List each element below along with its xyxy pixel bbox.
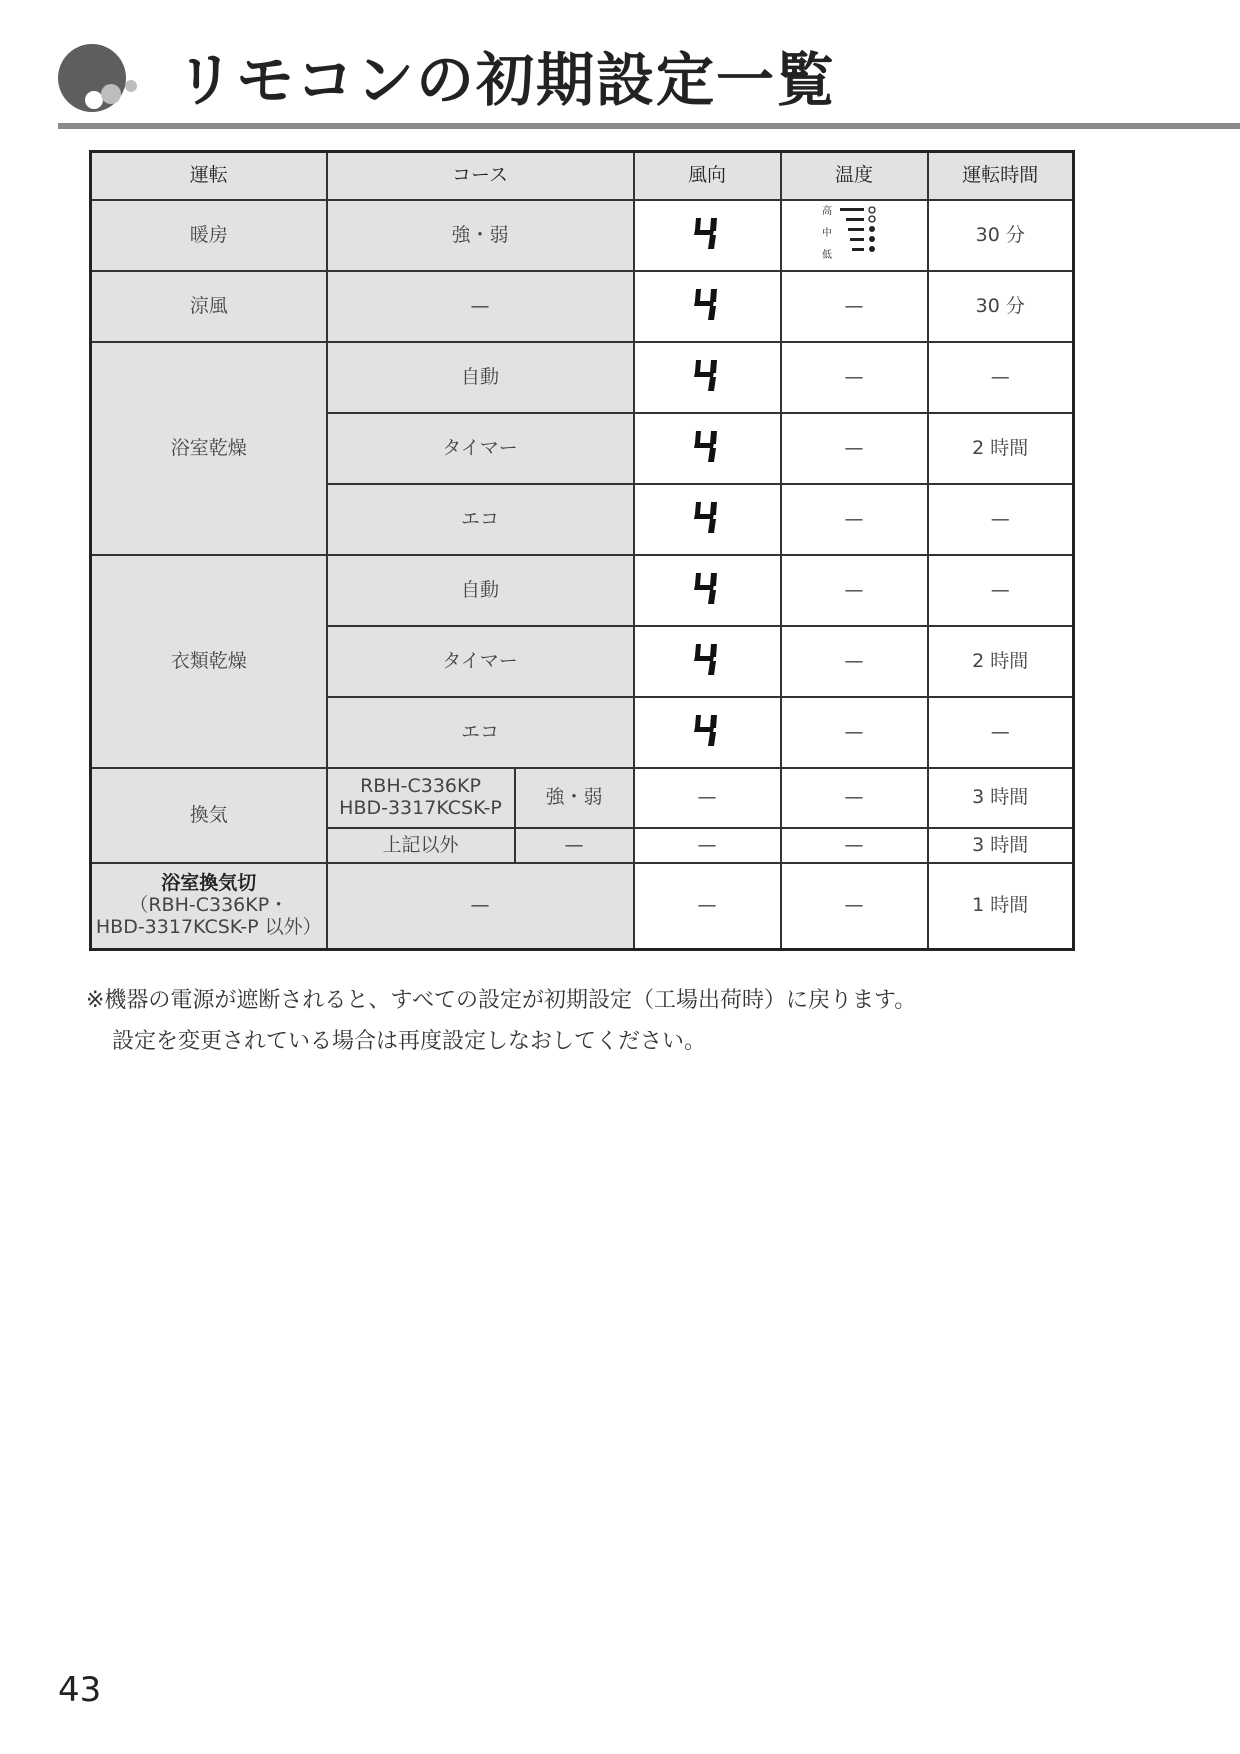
table-header-row	[91, 152, 1074, 201]
temperature-cell: —	[781, 626, 928, 697]
wind-direction-icon	[692, 357, 722, 393]
page-number: 43	[58, 1670, 102, 1710]
temp-high-label: 高	[822, 205, 832, 217]
time-cell: —	[928, 342, 1074, 413]
header-wind-direction: 風向	[634, 152, 781, 201]
title-divider	[58, 123, 1240, 129]
table-row	[91, 271, 1074, 342]
time-cell: 1 時間	[928, 863, 1074, 949]
time-cell: 30 分	[928, 271, 1074, 342]
course-cell: エコ	[327, 697, 634, 768]
header-temperature: 温度	[781, 152, 928, 201]
header-operating-time: 運転時間	[928, 152, 1074, 201]
table-row	[91, 200, 1074, 271]
wind-direction-icon	[634, 271, 781, 342]
page-header	[58, 38, 1240, 130]
course-cell: タイマー	[327, 626, 634, 697]
table-row	[91, 863, 1074, 949]
wind-direction-icon	[634, 555, 781, 626]
header-course: コース	[327, 152, 634, 201]
course-cell: タイマー	[327, 413, 634, 484]
wind-direction-icon	[692, 286, 722, 322]
page-title: リモコンの初期設定一覧	[176, 46, 837, 114]
wind-direction-icon	[692, 570, 722, 606]
time-cell: —	[928, 484, 1074, 555]
wind-direction-icon	[634, 697, 781, 768]
mode-cell	[91, 863, 327, 949]
time-cell: —	[928, 697, 1074, 768]
header-mode: 運転	[91, 152, 327, 201]
time-cell: 2 時間	[928, 413, 1074, 484]
wind-direction-icon	[692, 215, 722, 251]
mode-line-3: HBD-3317KCSK-P 以外）	[95, 915, 322, 938]
table-row	[91, 555, 1074, 626]
time-cell: 30 分	[928, 200, 1074, 271]
course-cell: —	[327, 271, 634, 342]
mode-cell: 涼風	[91, 271, 327, 342]
initial-settings-table	[89, 150, 1075, 951]
header-logo-icon	[58, 42, 158, 122]
wind-direction-icon	[634, 200, 781, 271]
temperature-cell: —	[781, 271, 928, 342]
mode-cell: 暖房	[91, 200, 327, 271]
course-cell: 強・弱	[515, 768, 634, 828]
temperature-cell: —	[781, 555, 928, 626]
wind-direction-cell: —	[634, 863, 781, 949]
course-cell: エコ	[327, 484, 634, 555]
temperature-level-icon	[822, 202, 886, 264]
temperature-cell: —	[781, 768, 928, 828]
course-cell: 自動	[327, 555, 634, 626]
table-row	[91, 342, 1074, 413]
course-cell: 自動	[327, 342, 634, 413]
course-cell: 強・弱	[327, 200, 634, 271]
temperature-cell: —	[781, 863, 928, 949]
note-line-1: ※機器の電源が遮断されると、すべての設定が初期設定（工場出荷時）に戻ります。	[86, 988, 917, 1013]
temperature-cell: —	[781, 484, 928, 555]
table-row	[91, 768, 1074, 828]
temperature-level-icon	[781, 200, 928, 271]
temperature-cell: —	[781, 342, 928, 413]
mode-line-1: 浴室換気切	[161, 871, 257, 894]
temperature-cell: —	[781, 828, 928, 863]
note-line-2: 設定を変更されている場合は再度設定しなおしてください。	[112, 1029, 707, 1054]
wind-direction-cell: —	[634, 828, 781, 863]
mode-cell: 衣類乾燥	[91, 555, 327, 768]
model-cell: 上記以外	[327, 828, 515, 863]
wind-direction-icon	[692, 641, 722, 677]
wind-direction-icon	[634, 342, 781, 413]
course-cell: —	[515, 828, 634, 863]
wind-direction-icon	[692, 428, 722, 464]
wind-direction-icon	[634, 413, 781, 484]
time-cell: 3 時間	[928, 828, 1074, 863]
model-line-2: HBD-3317KCSK-P	[339, 797, 502, 819]
wind-direction-icon	[634, 484, 781, 555]
temp-low-label: 低	[822, 249, 832, 261]
wind-direction-icon	[692, 712, 722, 748]
mode-cell: 浴室乾燥	[91, 342, 327, 555]
time-cell: 3 時間	[928, 768, 1074, 828]
mode-cell: 換気	[91, 768, 327, 863]
model-line-1: RBH-C336KP	[360, 775, 481, 798]
temp-mid-label: 中	[822, 227, 832, 239]
notes	[86, 980, 916, 1062]
wind-direction-icon	[634, 626, 781, 697]
time-cell: 2 時間	[928, 626, 1074, 697]
time-cell: —	[928, 555, 1074, 626]
wind-direction-cell: —	[634, 768, 781, 828]
model-cell	[327, 768, 515, 828]
temperature-cell: —	[781, 413, 928, 484]
wind-direction-icon	[692, 499, 722, 535]
mode-line-2: （RBH-C336KP・	[129, 893, 289, 916]
course-cell: —	[327, 863, 634, 949]
temperature-cell: —	[781, 697, 928, 768]
